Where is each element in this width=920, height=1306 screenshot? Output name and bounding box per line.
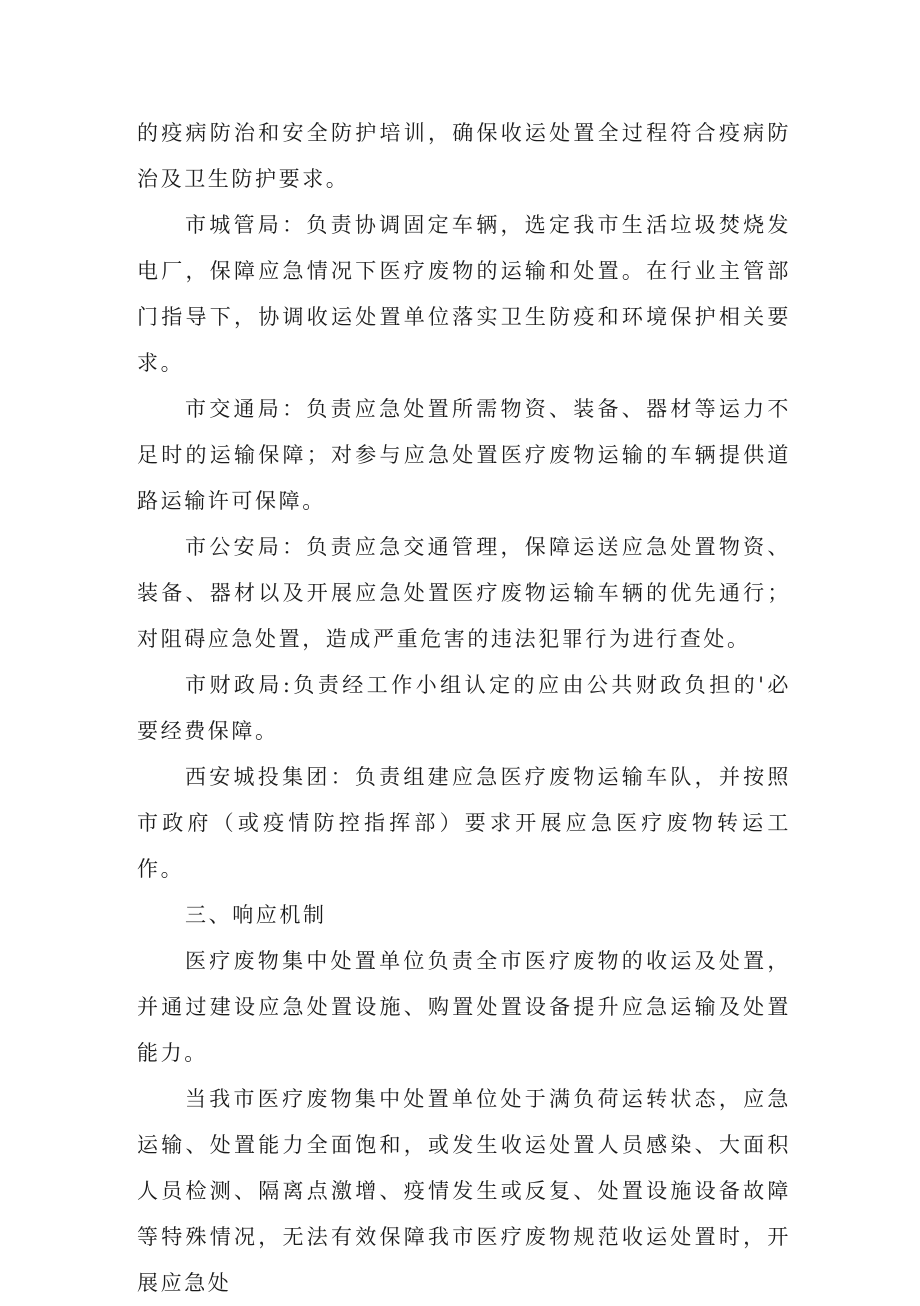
paragraph-finance-bureau: 市财政局:负责经工作小组认定的应由公共财政负担的'必要经费保障。 [137, 673, 791, 743]
document-body [137, 110, 791, 1306]
paragraph-city-management-bureau: 市城管局：负责协调固定车辆，选定我市生活垃圾焚烧发电厂，保障应急情况下医疗废物的运输和处置。在行业主管部门指导下，协调收运处置单位落实卫生防疫和环境保护相关要求。 [137, 213, 791, 375]
paragraph-disposal-unit-duty: 医疗废物集中处置单位负责全市医疗废物的收运及处置，并通过建设应急处置设施、购置处置设备提升应急运输及处置能力。 [137, 949, 791, 1065]
section-heading-response-mechanism: 三、响应机制 [185, 903, 327, 927]
paragraph-emergency-conditions: 当我市医疗废物集中处置单位处于满负荷运转状态，应急运输、处置能力全面饱和，或发生收运处置人员感染、大面积人员检测、隔离点激增、疫情发生或反复、处置设施设备故障等特殊情况，无法有效保障我市医疗废物规范收运处置时，开展应急处 [137, 1087, 791, 1295]
paragraph-public-security-bureau: 市公安局：负责应急交通管理，保障运送应急处置物资、装备、器材以及开展应急处置医疗废物运输车辆的优先通行；对阻碍应急处置，造成严重危害的违法犯罪行为进行查处。 [137, 535, 791, 651]
paragraph-city-investment-group: 西安城投集团：负责组建应急医疗废物运输车队，并按照市政府（或疫情防控指挥部）要求开展应急医疗废物转运工作。 [137, 765, 791, 881]
paragraph-transport-bureau: 市交通局：负责应急处置所需物资、装备、器材等运力不足时的运输保障；对参与应急处置医疗废物运输的车辆提供道路运输许可保障。 [137, 397, 791, 513]
paragraph-training-continuation: 的疫病防治和安全防护培训，确保收运处置全过程符合疫病防治及卫生防护要求。 [137, 121, 791, 191]
